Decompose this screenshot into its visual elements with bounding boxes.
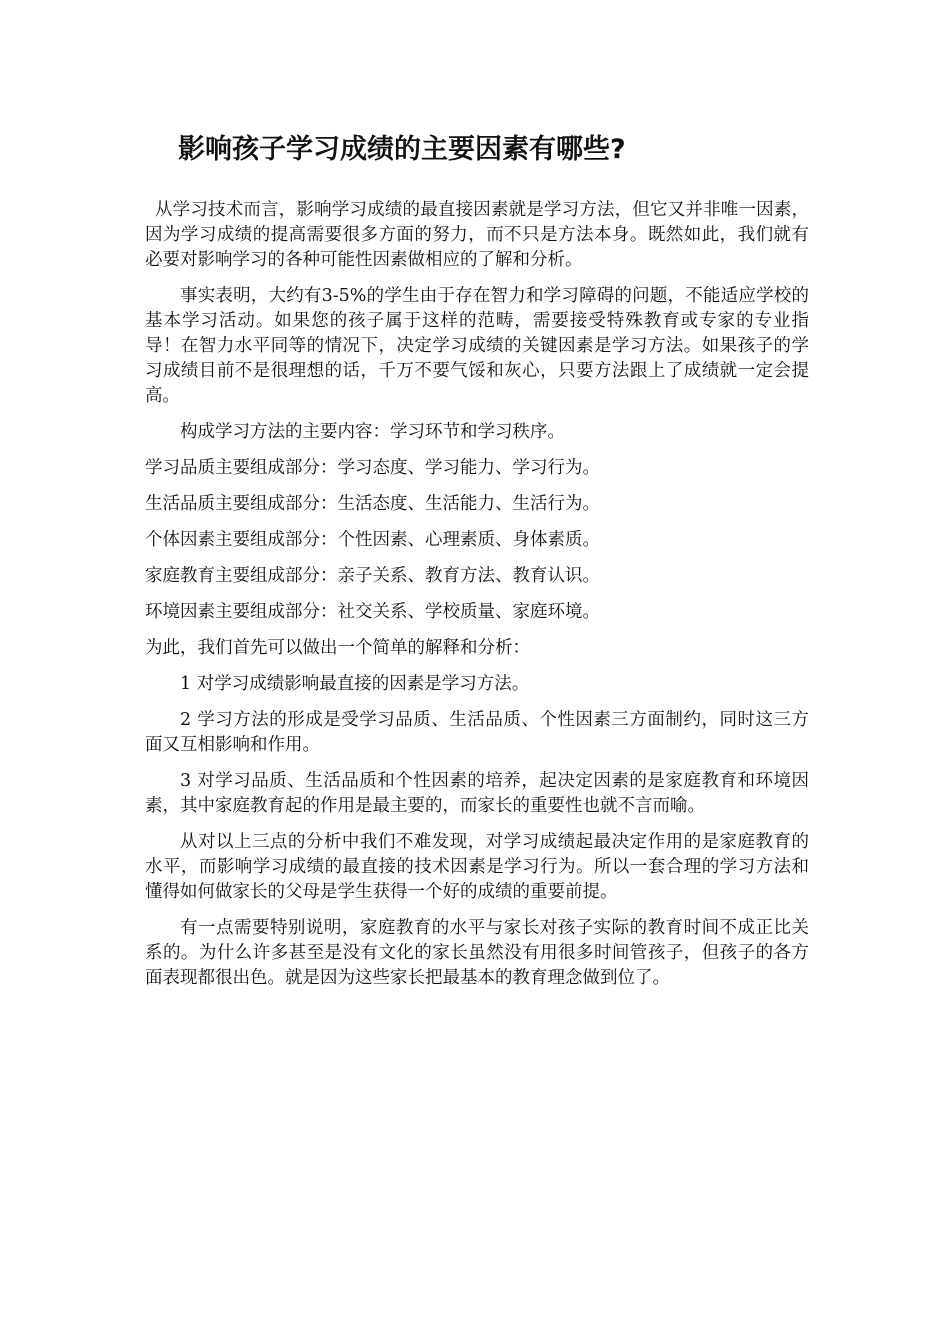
facts-paragraph: 事实表明，大约有3-5%的学生由于存在智力和学习障碍的问题，不能适应学校的基本学习活动。如果您的孩子属于这样的范畴，需要接受特殊教育或专家的专业指导！在智力水平同等的情况下，决定学习成绩的关键因素是学习方法。如果孩子的学习成绩目前不是很理想的话，千万不要气馁和灰心，只要方法跟上了成绩就一定会提高。 — [145, 286, 809, 406]
component-line: 环境因素主要组成部分：社交关系、学校质量、家庭环境。 — [145, 602, 600, 622]
note-paragraph: 有一点需要特别说明，家庭教育的水平与家长对孩子实际的教育时间不成正比关系的。为什么许多甚至是没有文化的家长虽然没有用很多时间管孩子，但孩子的各方面表现都很出色。就是因为这些家长把最基本的教育理念做到位了。 — [145, 918, 809, 988]
analysis-point: 2 学习方法的形成是受学习品质、生活品质、个性因素三方面制约，同时这三方面又互相影响和作用。 — [145, 710, 809, 755]
document-body — [145, 128, 809, 1002]
document-title: 影响孩子学习成绩的主要因素有哪些? — [178, 134, 626, 165]
component-line: 个体因素主要组成部分：个性因素、心理素质、身体素质。 — [145, 530, 600, 550]
component-line: 学习品质主要组成部分：学习态度、学习能力、学习行为。 — [145, 458, 600, 478]
method-content-paragraph: 构成学习方法的主要内容：学习环节和学习秩序。 — [180, 422, 565, 442]
analysis-point: 1 对学习成绩影响最直接的因素是学习方法。 — [180, 674, 530, 694]
analysis-point: 3 对学习品质、生活品质和个性因素的培养，起决定因素的是家庭教育和环境因素，其中家庭教育起的作用是最主要的，而家长的重要性也就不言而喻。 — [145, 771, 809, 816]
component-line: 家庭教育主要组成部分：亲子关系、教育方法、教育认识。 — [145, 566, 600, 586]
analysis-intro: 为此，我们首先可以做出一个简单的解释和分析： — [145, 638, 530, 658]
component-line: 生活品质主要组成部分：生活态度、生活能力、生活行为。 — [145, 494, 600, 514]
conclusion-paragraph: 从对以上三点的分析中我们不难发现，对学习成绩起最决定作用的是家庭教育的水平，而影响学习成绩的最直接的技术因素是学习行为。所以一套合理的学习方法和懂得如何做家长的父母是学生获得一个好的成绩的重要前提。 — [145, 832, 809, 902]
intro-paragraph: 从学习技术而言，影响学习成绩的最直接因素就是学习方法，但它又并非唯一因素，因为学习成绩的提高需要很多方面的努力，而不只是方法本身。既然如此，我们就有必要对影响学习的各种可能性因素做相应的了解和分析。 — [145, 200, 809, 270]
